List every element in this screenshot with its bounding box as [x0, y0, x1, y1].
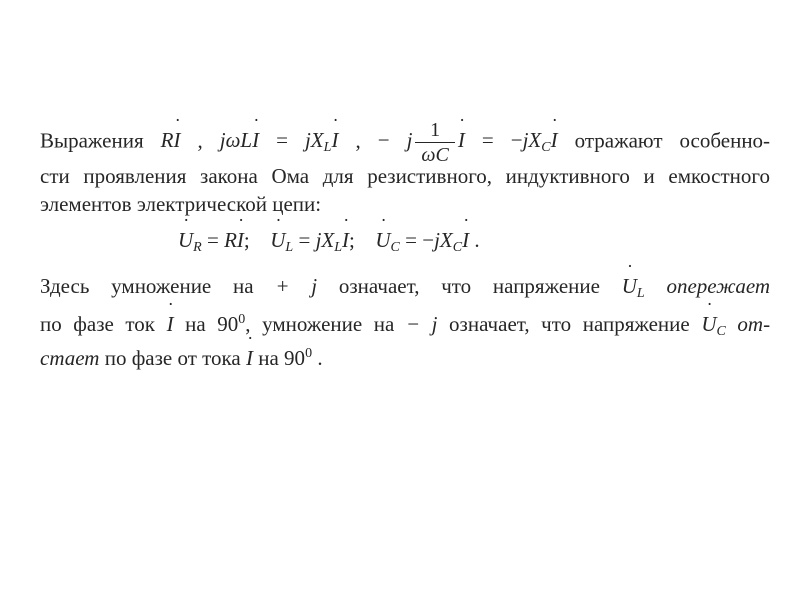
lead-word: Выражения — [40, 128, 144, 153]
voltage-UC: U $˙_C$ — [701, 312, 726, 336]
comma: , — [197, 128, 203, 153]
expr-inductive: jωLI ˙ = $jX_LI$ ˙ — [220, 128, 339, 152]
fraction: $\frac{1}{\omega C}$ — [415, 118, 454, 167]
paragraph2-line2: по фазе ток I ˙ на $90^0$, умножение на − j означает, что напряжение U $˙_C$ от- — [40, 310, 770, 338]
comma: , — [355, 128, 361, 153]
equation-inductive: U $˙_L = jX_LI$ ˙ — [270, 228, 349, 252]
equation-resistive: U $˙_R$ = RI ˙ — [178, 228, 244, 252]
emphasis-lags: от- — [737, 312, 771, 336]
equation-capacitive: U $˙_C = -jX_CI$ ˙ — [375, 228, 469, 252]
expr-resistive: RI ˙ — [161, 128, 181, 152]
paragraph2-line1: Здесь умножение на + j означает, что напряжение U $˙_L$ опережает — [40, 272, 770, 300]
voltage-UL: U $˙_L$ — [622, 274, 645, 298]
ohm-law-equations: U $˙_R$ = RI ˙; U $˙_L = jX_LI$ ˙; U $˙_C = -jX_CI$ ˙ . — [178, 226, 480, 254]
paragraph1-line1 — [40, 118, 770, 167]
current-I: I ˙ — [246, 344, 253, 372]
paragraph1-line2: сти проявления закона Ома для резистивного, индуктивного и емкостного — [40, 164, 770, 188]
paragraph1-line3: элементов электрической цепи: — [40, 192, 322, 216]
tail-text: отражают особенно- — [574, 128, 771, 153]
paragraph2-line3: стает по фазе от тока I ˙ на $90^0$ . — [40, 344, 770, 372]
current-I: I ˙ — [167, 310, 174, 338]
expr-capacitive: − j $\frac{1}{\omega C}$ I ˙ = $-jX_CI$ ˙ — [378, 128, 558, 152]
emphasis-leads: опережает — [666, 274, 771, 298]
